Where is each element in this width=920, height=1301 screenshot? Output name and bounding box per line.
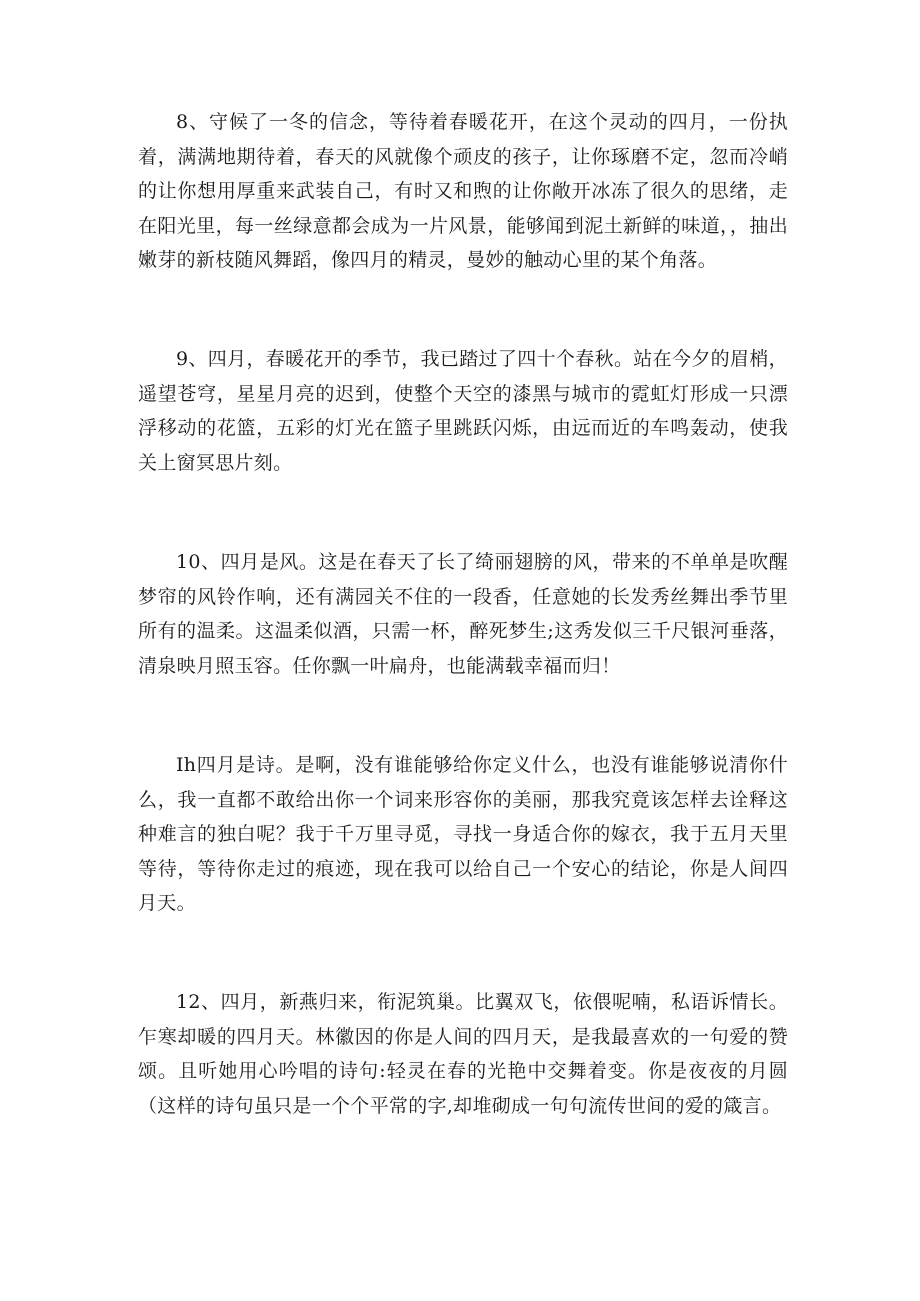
paragraph-11: Ih四月是诗。是啊，没有谁能够给你定义什么，也没有谁能够说清你什么，我一直都不敢给出你一个词来形容你的美丽，那我究竟该怎样去诠释这种难言的独白呢？我于千万里寻觅，寻找一身适合你的嫁衣，我于五月天里等待，等待你走过的痕迹，现在我可以给自己一个安心的结论，你是人间四月天。 xyxy=(138,754,788,914)
paragraph-12: 12、四月，新燕归来，衔泥筑巢。比翼双飞，依偎呢喃，私语诉情长。乍寒却暖的四月天。林徽因的你是人间的四月天，是我最喜欢的一句爱的赞颂。且听她用心吟唱的诗句:轻灵在春的光艳中交舞着变。你是夜夜的月圆（这样的诗句虽只是一个个平常的字,却堆砌成一句句流传世间的爱的箴言。 xyxy=(138,991,788,1117)
paragraph-8: 8、守候了一冬的信念，等待着春暖花开，在这个灵动的四月，一份执着，满满地期待着，春天的风就像个顽皮的孩子，让你琢磨不定，忽而冷峭的让你想用厚重来武装自己，有时又和煦的让你敞开冰冻了很久的思绪，走在阳光里，每一丝绿意都会成为一片风景，能够闻到泥土新鲜的味道，，抽出嫩芽的新枝随风舞蹈，像四月的精灵，曼妙的触动心里的某个角落。 xyxy=(138,111,788,271)
paragraph-10: 10、四月是风。这是在春天了长了绮丽翅膀的风，带来的不单单是吹醒梦帘的风铃作响，还有满园关不住的一段香，任意她的长发秀丝舞出季节里所有的温柔。这温柔似酒，只需一杯，醉死梦生;这秀发似三千尺银河垂落，清泉映月照玉容。任你飘一叶扁舟，也能满载幸福而归！ xyxy=(138,551,788,677)
paragraph-9: 9、四月，春暖花开的季节，我已踏过了四十个春秋。站在今夕的眉梢，遥望苍穹，星星月亮的迟到，使整个天空的漆黑与城市的霓虹灯形成一只漂浮移动的花篮，五彩的灯光在篮子里跳跃闪烁，由远而近的车鸣轰动，使我关上窗冥思片刻。 xyxy=(138,348,788,474)
